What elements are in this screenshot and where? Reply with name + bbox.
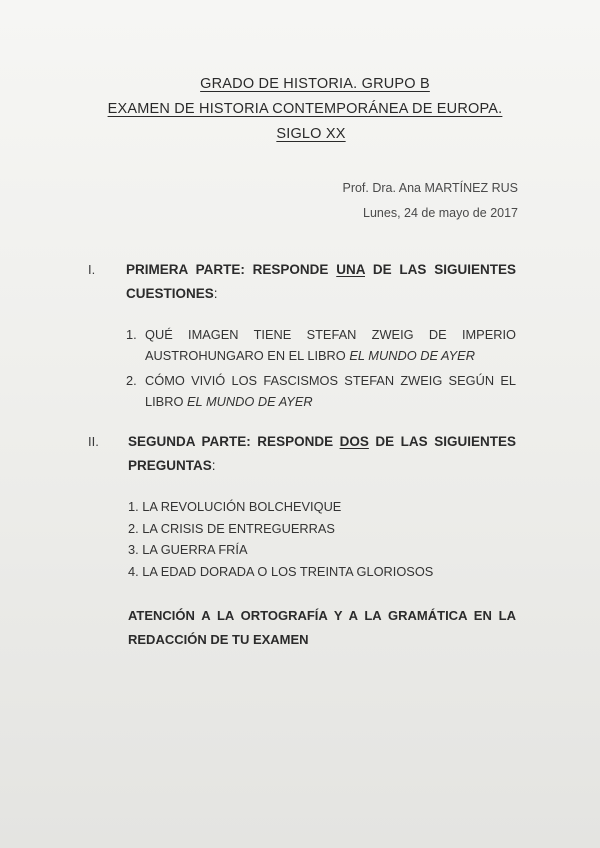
part2-title-end: DE LAS SIGUIENTES PREGUNTAS [128, 434, 516, 473]
list-item [126, 370, 516, 412]
exam-date: Lunes, 24 de mayo de 2017 [363, 206, 518, 220]
part2-title-start: SEGUNDA PARTE: RESPONDE [128, 434, 340, 449]
part2-topic-list [128, 496, 516, 582]
question-body: CÓMO VIVIÓ LOS FASCISMOS STEFAN ZWEIG SEGÚN EL LIBRO [145, 373, 516, 409]
part1-title-emphasis: UNA [336, 262, 365, 277]
part1-title-end: DE LAS SIGUIENTES CUESTIONES [126, 262, 516, 301]
part2-numeral: II. [88, 434, 99, 449]
list-item [126, 324, 516, 366]
part1-title-start: PRIMERA PARTE: RESPONDE [126, 262, 337, 277]
exam-meta [342, 176, 518, 226]
part1-question-list [126, 324, 516, 412]
exam-title: EXAMEN DE HISTORIA CONTEMPORÁNEA DE EUROPA. [107, 101, 503, 117]
century-title: SIGLO XX [276, 126, 346, 142]
exam-header [0, 72, 600, 147]
book-title: EL MUNDO DE AYER [349, 348, 475, 363]
part2-title-emphasis: DOS [339, 434, 369, 449]
spelling-grammar-note: ATENCIÓN A LA ORTOGRAFÍA Y A LA GRAMÁTICA EN LA REDACCIÓN DE TU EXAMEN [128, 608, 516, 647]
list-item: 1. LA REVOLUCIÓN BOLCHEVIQUE [128, 499, 342, 514]
question-text [126, 370, 516, 412]
question-body: QUÉ IMAGEN TIENE STEFAN ZWEIG DE IMPERIO AUSTROHUNGARO EN EL LIBRO [145, 327, 516, 363]
list-item: 4. LA EDAD DORADA O LOS TREINTA GLORIOSOS [128, 563, 434, 579]
question-number: 1. [126, 327, 137, 342]
part1-title [126, 258, 516, 306]
part2-title-colon: : [211, 458, 216, 473]
part1-numeral: I. [88, 262, 96, 277]
degree-title: GRADO DE HISTORIA. GRUPO B [200, 76, 430, 92]
question-text [126, 324, 516, 366]
book-title: EL MUNDO DE AYER [186, 394, 313, 409]
list-item: 2. LA CRISIS DE ENTREGUERRAS [128, 520, 335, 536]
part2-title [128, 430, 516, 478]
part1-title-colon: : [213, 286, 218, 301]
professor-name: Prof. Dra. Ana MARTÍNEZ RUS [342, 181, 518, 195]
list-item: 3. LA GUERRA FRÍA [128, 542, 248, 557]
question-number: 2. [126, 373, 137, 388]
